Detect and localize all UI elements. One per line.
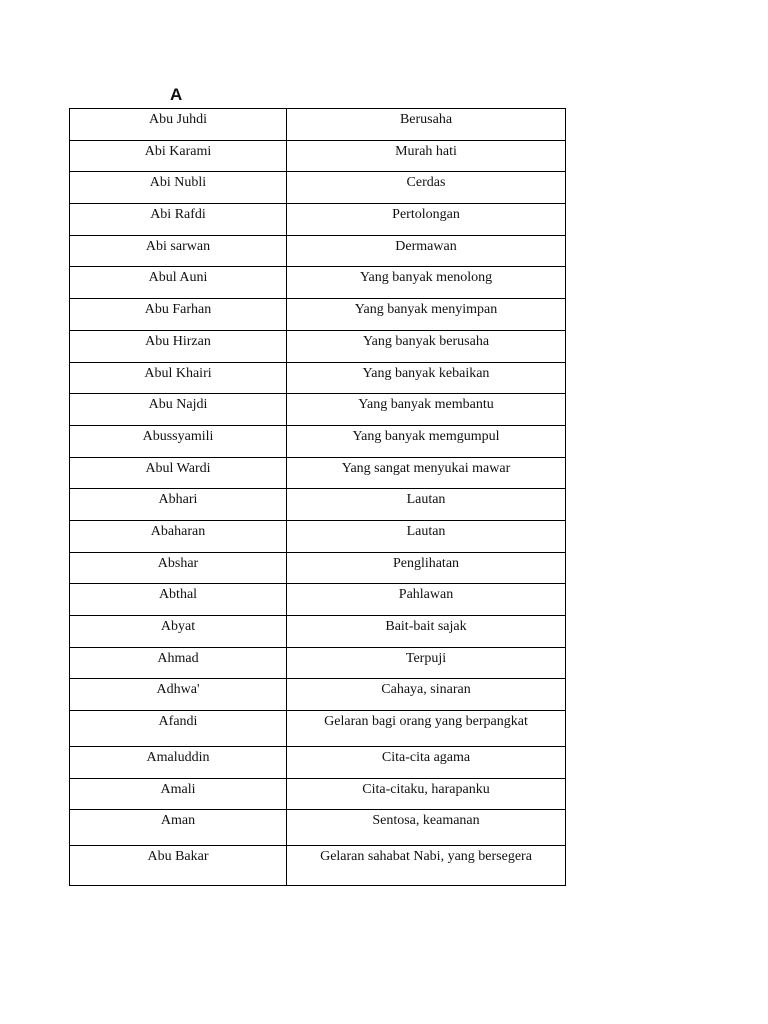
table-row	[70, 747, 566, 779]
meaning-cell: Yang banyak kebaikan	[287, 362, 566, 394]
name-cell: Afandi	[70, 711, 287, 747]
names-table	[69, 108, 566, 886]
name-cell: Adhwa'	[70, 679, 287, 711]
name-cell: Abu Farhan	[70, 299, 287, 331]
meaning-cell: Sentosa, keamanan	[287, 810, 566, 846]
meaning-cell: Lautan	[287, 520, 566, 552]
table-row	[70, 711, 566, 747]
meaning-cell: Cerdas	[287, 172, 566, 204]
name-cell: Abul Khairi	[70, 362, 287, 394]
table-row	[70, 299, 566, 331]
meaning-cell: Murah hati	[287, 140, 566, 172]
meaning-cell: Penglihatan	[287, 552, 566, 584]
meaning-cell: Yang sangat menyukai mawar	[287, 457, 566, 489]
name-cell: Abthal	[70, 584, 287, 616]
name-cell: Abul Auni	[70, 267, 287, 299]
name-cell: Aman	[70, 810, 287, 846]
meaning-cell: Terpuji	[287, 647, 566, 679]
table-row	[70, 520, 566, 552]
table-row	[70, 778, 566, 810]
table-row	[70, 362, 566, 394]
name-cell: Abi Rafdi	[70, 204, 287, 236]
name-cell: Abussyamili	[70, 425, 287, 457]
name-cell: Abaharan	[70, 520, 287, 552]
name-cell: Amaluddin	[70, 747, 287, 779]
table-row	[70, 330, 566, 362]
meaning-cell: Yang banyak berusaha	[287, 330, 566, 362]
table-row	[70, 552, 566, 584]
meaning-cell: Lautan	[287, 489, 566, 521]
table-row	[70, 584, 566, 616]
name-cell: Abi sarwan	[70, 235, 287, 267]
table-row	[70, 489, 566, 521]
name-cell: Abu Juhdi	[70, 109, 287, 141]
meaning-cell: Cita-citaku, harapanku	[287, 778, 566, 810]
table-row	[70, 394, 566, 426]
meaning-cell: Yang banyak menyimpan	[287, 299, 566, 331]
name-cell: Abu Najdi	[70, 394, 287, 426]
table-row	[70, 140, 566, 172]
meaning-cell: Bait-bait sajak	[287, 616, 566, 648]
meaning-cell: Pahlawan	[287, 584, 566, 616]
name-cell: Abu Bakar	[70, 846, 287, 886]
name-cell: Abul Wardi	[70, 457, 287, 489]
table-row	[70, 647, 566, 679]
table-row	[70, 810, 566, 846]
section-heading: A	[170, 85, 183, 104]
name-cell: Abyat	[70, 616, 287, 648]
name-cell: Abu Hirzan	[70, 330, 287, 362]
table-row	[70, 267, 566, 299]
table-row	[70, 425, 566, 457]
name-cell: Abi Nubli	[70, 172, 287, 204]
table-row	[70, 457, 566, 489]
table-row	[70, 204, 566, 236]
name-cell: Ahmad	[70, 647, 287, 679]
meaning-cell: Pertolongan	[287, 204, 566, 236]
name-cell: Amali	[70, 778, 287, 810]
name-cell: Abshar	[70, 552, 287, 584]
meaning-cell: Gelaran bagi orang yang berpangkat	[287, 711, 566, 747]
meaning-cell: Gelaran sahabat Nabi, yang bersegera	[287, 846, 566, 886]
meaning-cell: Cita-cita agama	[287, 747, 566, 779]
table-row	[70, 235, 566, 267]
meaning-cell: Dermawan	[287, 235, 566, 267]
meaning-cell: Cahaya, sinaran	[287, 679, 566, 711]
name-cell: Abi Karami	[70, 140, 287, 172]
table-row	[70, 679, 566, 711]
meaning-cell: Yang banyak memgumpul	[287, 425, 566, 457]
meaning-cell: Yang banyak membantu	[287, 394, 566, 426]
name-cell: Abhari	[70, 489, 287, 521]
table-row	[70, 172, 566, 204]
table-row	[70, 616, 566, 648]
table-row	[70, 846, 566, 886]
table-row	[70, 109, 566, 141]
meaning-cell: Yang banyak menolong	[287, 267, 566, 299]
meaning-cell: Berusaha	[287, 109, 566, 141]
